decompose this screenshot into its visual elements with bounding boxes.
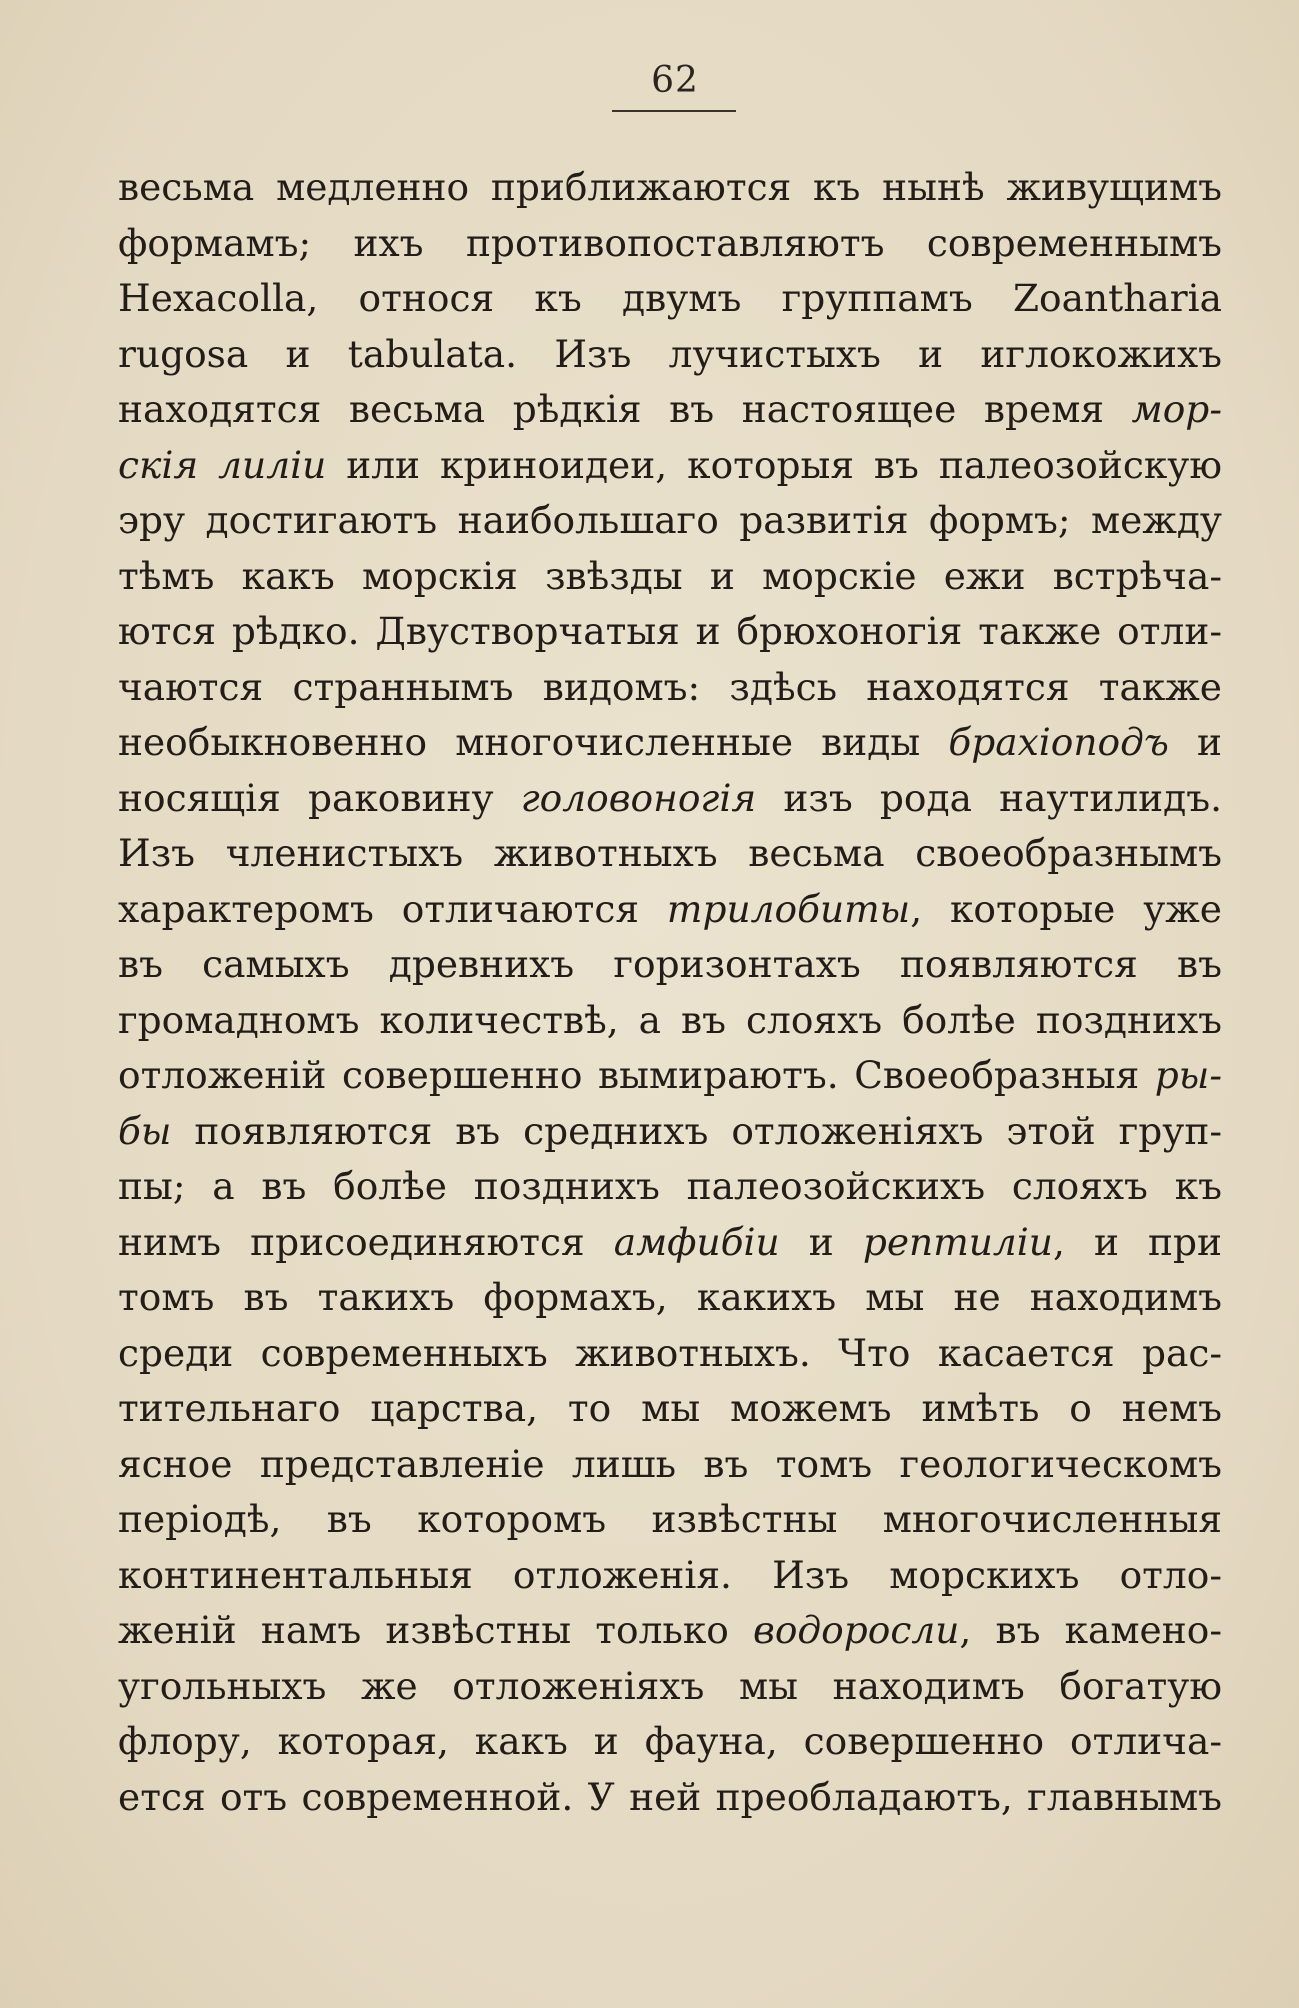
- body-text: [118, 160, 1222, 1825]
- text-line: [118, 993, 1222, 1049]
- italic-term: водоросли: [753, 1608, 960, 1652]
- italic-term: трилобиты: [666, 886, 911, 931]
- italic-term: мор-: [1131, 387, 1222, 431]
- italic-term: ры-: [1154, 1053, 1222, 1097]
- text-segment: ясное представленіе лишь въ томъ геологическомъ: [118, 1441, 1222, 1486]
- text-line: [118, 1215, 1222, 1271]
- text-line: [118, 271, 1222, 327]
- text-segment: характеромъ отличаются: [118, 886, 667, 931]
- text-line: [118, 604, 1222, 660]
- text-segment: или криноидеи, которыя въ палеозойскую: [326, 442, 1222, 487]
- text-segment: и: [1168, 720, 1222, 764]
- text-segment: эру достигаютъ наибольшаго развитія формъ; между: [118, 498, 1222, 542]
- text-segment: ются рѣдко. Двустворчатыя и брюхоногія также отли-: [118, 609, 1222, 653]
- text-segment: rugosa и tabulata. Изъ лучистыхъ и иглокожихъ: [118, 331, 1222, 376]
- text-segment: весьма медленно приближаются къ нынѣ живущимъ: [118, 165, 1222, 209]
- page-number: 62: [651, 60, 699, 101]
- text-segment: Изъ членистыхъ животныхъ весьма своеобразнымъ: [118, 831, 1222, 875]
- text-line: [118, 549, 1222, 605]
- text-line: [118, 1770, 1222, 1826]
- text-line: [118, 1603, 1222, 1659]
- text-segment: нимъ присоединяются: [118, 1219, 614, 1264]
- text-segment: находятся весьма рѣдкія въ настоящее время: [118, 387, 1132, 431]
- text-line: [118, 1270, 1222, 1326]
- text-segment: и: [779, 1219, 863, 1264]
- italic-term: амфибіи: [613, 1219, 780, 1264]
- text-line: [118, 1048, 1222, 1104]
- text-line: [118, 882, 1222, 938]
- text-line: [118, 1104, 1222, 1160]
- text-segment: носящія раковину: [118, 775, 521, 820]
- text-line: [118, 1381, 1222, 1437]
- text-line: [118, 382, 1222, 438]
- text-segment: тительнаго царства, то мы можемъ имѣть о немъ: [118, 1386, 1222, 1430]
- text-segment: пы; а въ болѣе позднихъ палеозойскихъ слояхъ къ: [118, 1164, 1222, 1208]
- text-segment: среди современныхъ животныхъ. Что касается рас-: [118, 1330, 1222, 1375]
- italic-term: скія лиліи: [118, 442, 327, 487]
- italic-term: бы: [118, 1108, 172, 1153]
- text-line: [118, 826, 1222, 882]
- text-line: [118, 327, 1222, 383]
- text-line: [118, 1437, 1222, 1493]
- text-segment: женій намъ извѣстны только: [118, 1608, 754, 1652]
- text-line: [118, 1492, 1222, 1548]
- text-segment: отложеній совершенно вымираютъ. Своеобразныя: [118, 1053, 1155, 1097]
- text-segment: угольныхъ же отложеніяхъ мы находимъ богатую: [118, 1663, 1222, 1708]
- text-line: [118, 1548, 1222, 1604]
- text-line: [118, 493, 1222, 549]
- text-line: [118, 438, 1222, 494]
- text-segment: появляются въ среднихъ отложеніяхъ этой груп-: [171, 1108, 1222, 1153]
- text-line: [118, 1659, 1222, 1715]
- italic-term: головоногія: [520, 775, 757, 820]
- text-segment: флору, которая, какъ и фауна, совершенно отлича-: [118, 1719, 1222, 1763]
- text-segment: тѣмъ какъ морскія звѣзды и морскіе ежи встрѣча-: [118, 553, 1222, 598]
- text-segment: континентальныя отложенія. Изъ морскихъ отло-: [118, 1552, 1222, 1597]
- text-segment: громадномъ количествѣ, а въ слояхъ болѣе позднихъ: [118, 997, 1222, 1042]
- text-line: [118, 1714, 1222, 1770]
- text-line: [118, 660, 1222, 716]
- header-rule: [612, 110, 736, 112]
- text-segment: , въ камено-: [959, 1608, 1222, 1652]
- text-segment: , и при: [1052, 1219, 1222, 1264]
- text-segment: необыкновенно многочисленные виды: [118, 720, 949, 764]
- text-segment: изъ рода наутилидъ.: [756, 775, 1222, 820]
- text-segment: Hexacolla, относя къ двумъ группамъ Zoantharia: [118, 276, 1222, 320]
- text-line: [118, 715, 1222, 771]
- text-line: [118, 771, 1222, 827]
- italic-term: рептиліи: [862, 1219, 1053, 1264]
- text-line: [118, 1326, 1222, 1382]
- text-line: [118, 1159, 1222, 1215]
- text-segment: періодѣ, въ которомъ извѣстны многочисленныя: [118, 1497, 1222, 1541]
- text-line: [118, 216, 1222, 272]
- text-line: [118, 160, 1222, 216]
- text-line: [118, 937, 1222, 993]
- text-segment: томъ въ такихъ формахъ, какихъ мы не находимъ: [118, 1275, 1222, 1319]
- italic-term: брахіоподъ: [948, 720, 1169, 764]
- text-segment: , которые уже: [910, 886, 1222, 931]
- text-segment: формамъ; ихъ противопоставляютъ современнымъ: [118, 220, 1222, 265]
- text-segment: ется отъ современной. У ней преобладаютъ, главнымъ: [118, 1774, 1222, 1819]
- text-segment: чаются страннымъ видомъ: здѣсь находятся также: [118, 664, 1222, 709]
- text-segment: въ самыхъ древнихъ горизонтахъ появляются въ: [118, 942, 1222, 986]
